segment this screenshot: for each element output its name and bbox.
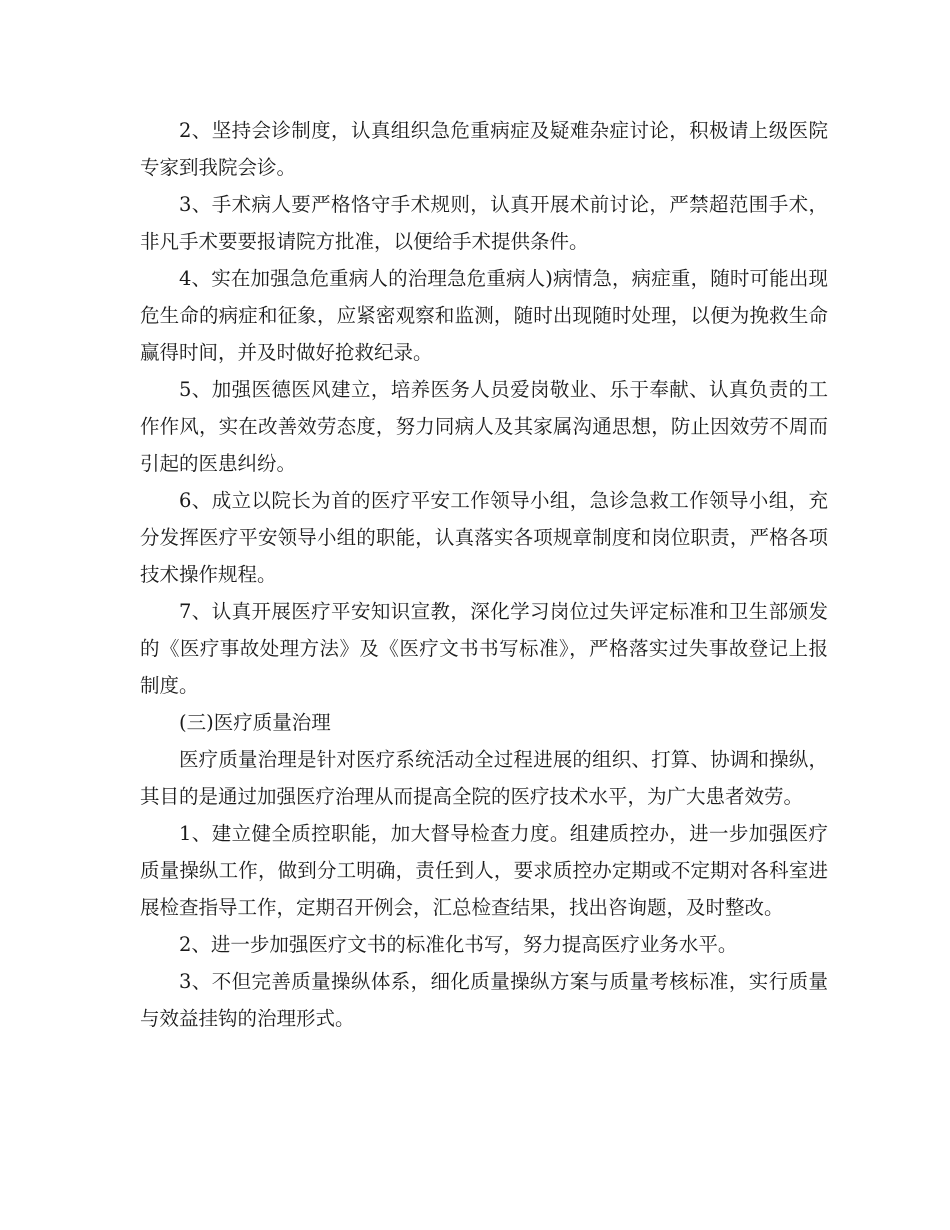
paragraph-surgery: 3、手术病人要严格恪守手术规则，认真开展术前讨论，严禁超范围手术，非凡手术要要报请院方批准，以便给手术提供条件。 — [140, 193, 828, 253]
paragraph-quality-intro: 医疗质量治理是针对医疗系统活动全过程进展的组织、打算、协调和操纵，其目的是通过加强医疗治理从而提高全院的医疗技术水平，为广大患者效劳。 — [140, 748, 828, 808]
paragraph-safety-education: 7、认真开展医疗平安知识宣教，深化学习岗位过失评定标准和卫生部颁发的《医疗事故处理方法》及《医疗文书书写标准》，严格落实过失事故登记上报制度。 — [140, 600, 828, 697]
paragraph-medical-ethics: 5、加强医德医风建立，培养医务人员爱岗敬业、乐于奉献、认真负责的工作作风，实在改善效劳态度，努力同病人及其家属沟通思想，防止因效劳不周而引起的医患纠纷。 — [140, 378, 828, 475]
paragraph-critical-patients: 4、实在加强急危重病人的治理急危重病人)病情急，病症重，随时可能出现危生命的病症和征象，应紧密观察和监测，随时出现随时处理，以便为挽救生命赢得时间，并及时做好抢救纪录。 — [140, 267, 828, 364]
section-heading: (三)医疗质量治理 — [179, 711, 331, 734]
paragraph-quality-system: 3、不但完善质量操纵体系，细化质量操纵方案与质量考核标准，实行质量与效益挂钩的治理形式。 — [140, 970, 828, 1030]
paragraph-medical-documents: 2、进一步加强医疗文书的标准化书写，努力提高医疗业务水平。 — [179, 933, 738, 956]
document-body — [140, 112, 828, 1037]
paragraph-quality-control: 1、建立健全质控职能，加大督导检查力度。组建质控办，进一步加强医疗质量操纵工作，做到分工明确，责任到人，要求质控办定期或不定期对各科室进展检查指导工作，定期召开例会，汇总检查结果，找出咨询题，及时整改。 — [140, 822, 828, 919]
paragraph-safety-group: 6、成立以院长为首的医疗平安工作领导小组，急诊急救工作领导小组，充分发挥医疗平安领导小组的职能，认真落实各项规章制度和岗位职责，严格各项技术操作规程。 — [140, 489, 828, 586]
paragraph-consultation: 2、坚持会诊制度，认真组织急危重病症及疑难杂症讨论，积极请上级医院专家到我院会诊。 — [140, 119, 828, 179]
